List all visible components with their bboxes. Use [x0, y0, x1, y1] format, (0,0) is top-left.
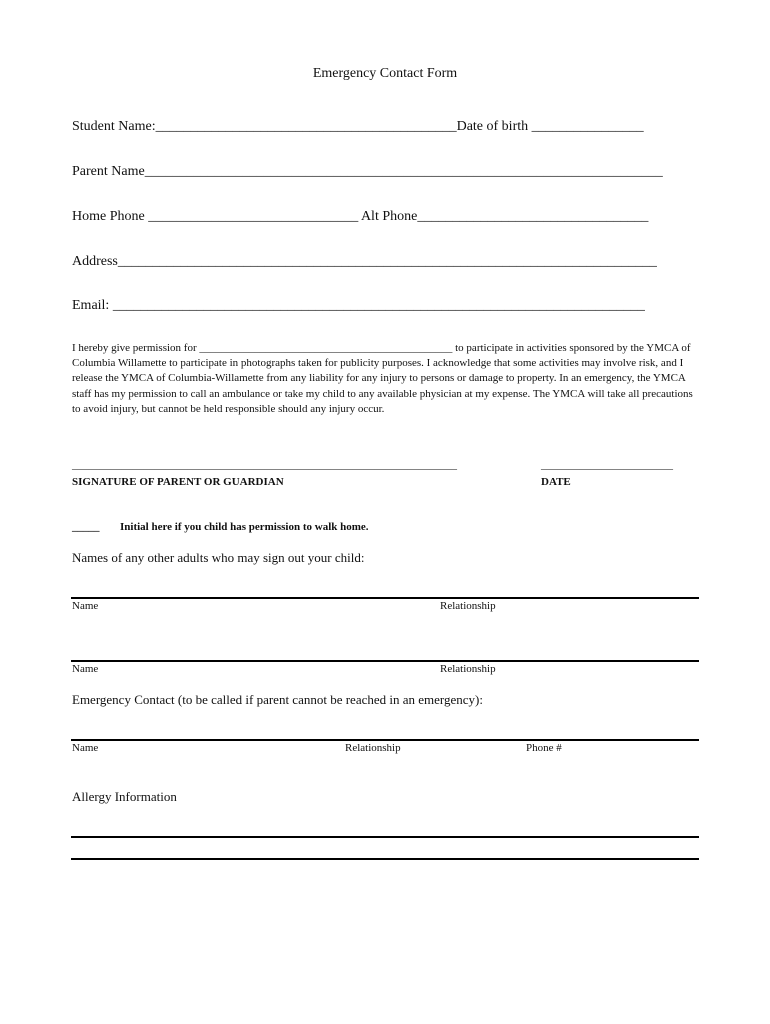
adult-row-1-relationship-label: Relationship: [440, 600, 496, 612]
allergy-line-2[interactable]: [71, 858, 699, 860]
signature-line[interactable]: ______________________________________________________________________: [72, 459, 457, 471]
address-field[interactable]: Address_____________________________________________________________________________: [72, 254, 657, 269]
initial-walk-home-text: Initial here if you child has permission to walk home.: [120, 521, 369, 533]
adult-row-1-line: [71, 597, 699, 599]
adult-row-2-relationship-label: Relationship: [440, 663, 496, 675]
emergency-relationship-label: Relationship: [345, 742, 401, 754]
allergy-line-1[interactable]: [71, 836, 699, 838]
emergency-phone-label: Phone #: [526, 742, 562, 754]
emergency-row-line: [71, 739, 699, 741]
email-field[interactable]: Email: ____________________________________________________________________________: [72, 298, 645, 313]
date-line[interactable]: ________________________: [541, 459, 673, 471]
emergency-name-label: Name: [72, 742, 99, 754]
emergency-contact-heading: Emergency Contact (to be called if parent cannot be reached in an emergency):: [72, 692, 483, 707]
allergy-label: Allergy Information: [72, 789, 177, 804]
initial-blank[interactable]: _____: [72, 521, 100, 533]
date-label: DATE: [541, 476, 571, 488]
home-phone-field[interactable]: Home Phone ______________________________ Alt Phone_________________________________: [72, 209, 649, 224]
other-adults-heading: Names of any other adults who may sign out your child:: [72, 550, 365, 565]
parent-name-field[interactable]: Parent Name__________________________________________________________________________: [72, 164, 663, 179]
student-name-field[interactable]: Student Name:___________________________________________Date of birth ________________: [72, 119, 644, 134]
adult-row-2-name-label: Name: [72, 663, 99, 675]
signature-label: SIGNATURE OF PARENT OR GUARDIAN: [72, 476, 284, 488]
permission-paragraph: I hereby give permission for ______________________________________________ to participate in activities sponsored by the YMCA of Columbia Willamette to participate in photographs taken for publicity purposes. I acknowledge that some activities may involve risk, and I release the YMCA of Columbia-Willamette from any liability for any injury to persons or damage to property. In an emergency, the YMCA staff has my permission to call an ambulance or take my child to any available physician at my expense. The YMCA will take all precautions to avoid injury, but cannot be held responsible should any injury occur.: [72, 342, 693, 415]
adult-row-2-line: [71, 660, 699, 662]
adult-row-1-name-label: Name: [72, 600, 99, 612]
form-title: Emergency Contact Form: [312, 66, 458, 81]
